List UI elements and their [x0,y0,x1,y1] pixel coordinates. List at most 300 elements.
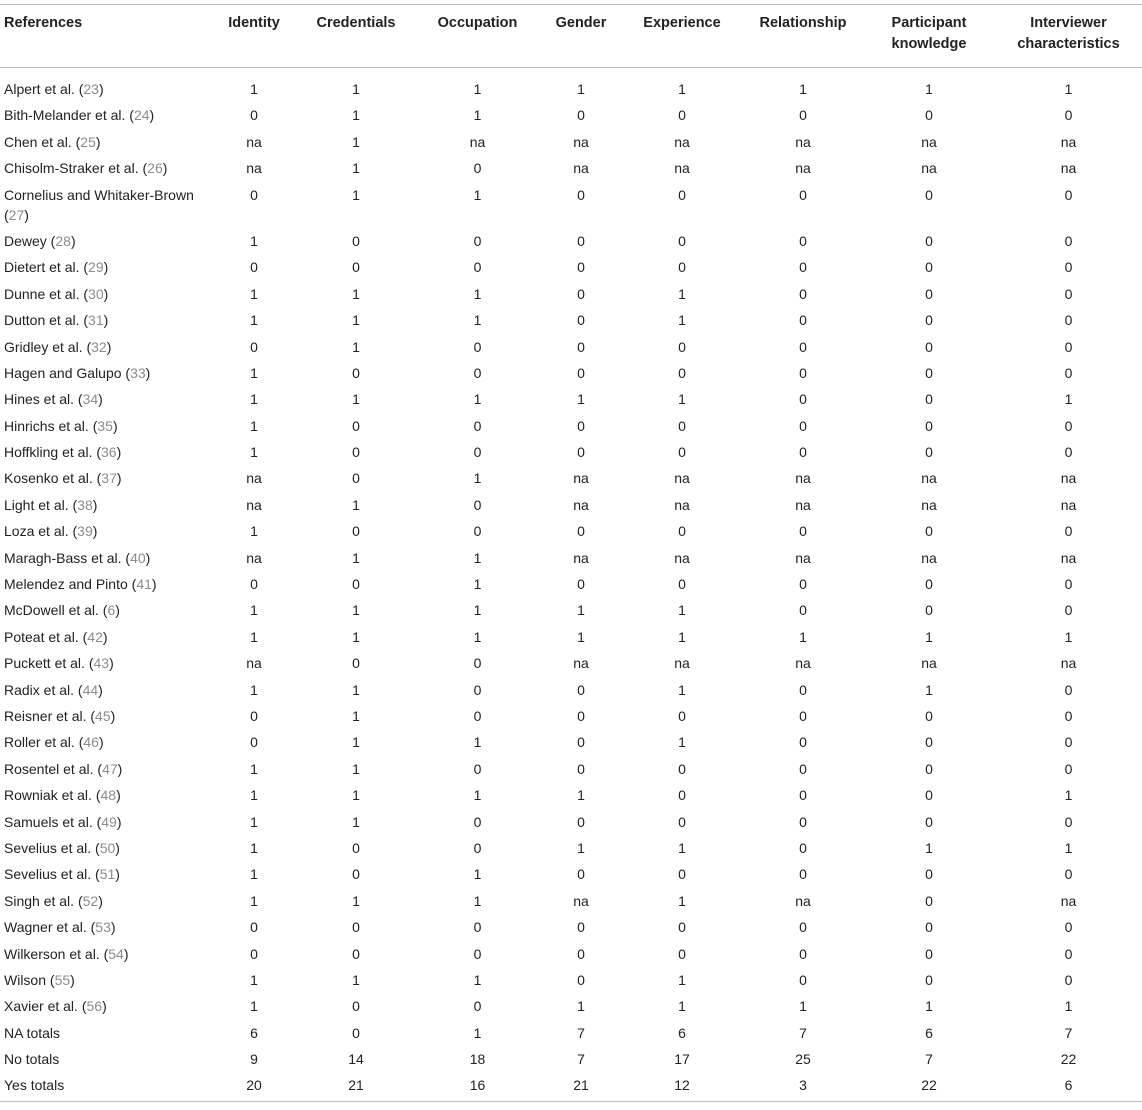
column-header-interviewer-characteristics: Interviewer characteristics [995,5,1142,68]
citation-link[interactable]: 50 [99,839,116,856]
reference-close-paren: ) [102,998,107,1015]
reference-name: Sevelius et al. ( [4,839,100,856]
reference-close-paren: ) [98,892,103,909]
reference-name: Radix et al. ( [4,681,83,698]
reference-close-paren: ) [116,813,122,830]
table-row [0,360,1142,386]
reference-cell [0,729,210,755]
value-cell-interviewer-characteristics: na [1060,892,1077,909]
value-cell-participant-knowledge: 22 [863,1072,995,1102]
value-cell-occupation: na [469,133,486,150]
value-cell-identity: 9 [250,1051,258,1068]
value-cell-relationship: na [795,470,811,487]
value-cell-interviewer-characteristics: na [1060,655,1077,672]
value-cell-occupation: 1 [473,391,482,408]
citation-link[interactable]: 38 [77,496,93,513]
reference-close-paren: ) [115,602,120,619]
value-cell-interviewer-characteristics: 0 [1064,919,1073,936]
value-cell-gender: 0 [577,338,585,355]
reference-name: No totals [4,1051,60,1068]
value-cell-relationship: 0 [799,312,807,329]
table-row [0,1046,1142,1072]
value-cell-gender: 0 [577,813,585,830]
value-cell-experience: 1 [678,839,686,856]
table-row [0,861,1142,887]
reference-close-paren: ) [98,681,103,698]
value-cell-occupation: 16 [414,1072,541,1102]
value-cell-relationship: na [795,160,811,177]
citation-link[interactable]: 54 [108,945,124,962]
value-cell-experience: 17 [674,1051,690,1068]
value-cell-credentials: 0 [352,839,360,856]
value-cell-credentials: 0 [352,866,360,883]
value-cell-occupation: 1 [473,81,482,97]
reference-name: Hinrichs et al. ( [4,417,98,434]
value-cell-credentials: 1 [352,496,360,513]
reference-close-paren: ) [116,470,122,487]
reference-close-paren: ) [70,232,76,249]
reference-close-paren: ) [116,444,122,461]
value-cell-experience: 0 [678,945,686,962]
value-cell-gender: 0 [577,866,585,883]
column-header-credentials: Credentials [298,5,414,68]
value-cell-relationship: 0 [799,186,807,203]
value-cell-occupation: 1 [473,312,482,329]
value-cell-relationship: 1 [799,628,807,645]
value-cell-occupation: 1 [473,602,482,619]
value-cell-credentials: 0 [352,576,360,593]
value-cell-interviewer-characteristics: 0 [1064,259,1073,276]
reference-name: Wagner et al. ( [4,919,96,936]
value-cell-gender: 1 [577,628,585,645]
reference-cell [0,281,210,307]
value-cell-interviewer-characteristics: 1 [1064,81,1073,97]
citation-link[interactable]: 43 [93,655,110,672]
value-cell-participant-knowledge: 0 [925,338,933,355]
value-cell-gender: 0 [577,919,585,936]
reference-name: Dietert et al. ( [4,259,89,276]
table-row [0,465,1142,491]
value-cell-interviewer-characteristics: 0 [1064,523,1073,540]
citation-link[interactable]: 32 [91,338,107,355]
reference-name: Dewey ( [4,232,56,249]
value-cell-experience: 6 [678,1024,686,1041]
citation-link[interactable]: 56 [86,998,103,1015]
value-cell-occupation: 1 [473,107,482,124]
reference-cell [0,650,210,676]
value-cell-experience: 0 [678,259,686,276]
table-row [0,545,1142,571]
value-cell-participant-knowledge: 1 [925,839,933,856]
citation-link[interactable]: 24 [133,107,150,124]
value-cell-identity: 1 [250,523,258,540]
value-cell-participant-knowledge: 0 [925,364,933,381]
citation-link[interactable]: 23 [83,81,99,97]
value-cell-experience: 0 [678,523,686,540]
value-cell-gender: 0 [577,417,585,434]
value-cell-identity: na [246,133,262,150]
value-cell-relationship: 0 [799,338,807,355]
table-row [0,835,1142,861]
table-row [0,129,1142,155]
value-cell-gender: na [573,470,589,487]
reference-cell [0,809,210,835]
value-cell-credentials: 0 [352,259,360,276]
reference-name: Cornelius and Whitaker-Brown ( [4,186,194,223]
value-cell-occupation: 0 [473,760,482,777]
citation-link[interactable]: 44 [82,681,99,698]
value-cell-occupation: 1 [473,1024,482,1041]
value-cell-identity: 0 [250,945,258,962]
value-cell-participant-knowledge: 0 [925,259,933,276]
reference-cell [0,703,210,729]
table-row [0,518,1142,544]
value-cell-relationship: 0 [799,707,807,724]
value-cell-identity: na [246,470,262,487]
reference-name: McDowell et al. ( [4,602,108,619]
value-cell-identity: 1 [250,998,258,1015]
value-cell-gender: 0 [577,945,585,962]
value-cell-relationship: 0 [799,523,807,540]
column-header-gender: Gender [541,5,621,68]
reference-close-paren: ) [24,206,29,223]
value-cell-occupation: 1 [473,576,482,593]
reference-close-paren: ) [117,760,123,777]
value-cell-occupation: 0 [473,655,482,672]
reference-cell [0,861,210,887]
reference-name: Rosentel et al. ( [4,760,103,777]
value-cell-identity: 0 [250,338,258,355]
column-header-relationship: Relationship [743,5,863,68]
value-cell-participant-knowledge: 0 [925,945,933,962]
table-row [0,334,1142,360]
citation-link[interactable]: 30 [88,285,104,302]
reference-cell [0,545,210,571]
value-cell-gender: 0 [577,523,585,540]
reference-cell [0,386,210,412]
reference-name: Gridley et al. ( [4,338,92,355]
table-row [0,914,1142,940]
reference-name: Reisner et al. ( [4,707,96,724]
value-cell-interviewer-characteristics: 0 [1064,312,1073,329]
value-cell-identity: 1 [250,971,258,988]
citation-link[interactable]: 55 [54,971,71,988]
value-cell-identity: 1 [250,866,258,883]
value-cell-occupation: 1 [473,892,482,909]
value-cell-relationship: 0 [799,813,807,830]
reference-name: Loza et al. ( [4,523,78,540]
value-cell-relationship: 0 [799,417,807,434]
reference-close-paren: ) [110,919,116,936]
value-cell-identity: 6 [250,1024,258,1041]
reference-close-paren: ) [149,107,155,124]
reference-name: Wilson ( [4,971,55,988]
value-cell-experience: na [674,133,690,150]
value-cell-experience: 0 [678,107,686,124]
reference-cell [0,756,210,782]
value-cell-identity: 20 [210,1072,298,1102]
citation-link[interactable]: 45 [95,707,111,724]
value-cell-relationship: 0 [799,232,807,249]
reference-cell [0,993,210,1019]
value-cell-participant-knowledge: 0 [925,602,933,619]
citation-link[interactable]: 26 [147,160,163,177]
value-cell-participant-knowledge: 0 [925,707,933,724]
value-cell-interviewer-characteristics: na [1060,496,1077,513]
citation-link[interactable]: 29 [88,259,104,276]
value-cell-interviewer-characteristics: 0 [1064,707,1073,724]
value-cell-credentials: 0 [352,417,360,434]
value-cell-participant-knowledge: 1 [925,681,933,698]
value-cell-gender: 7 [577,1051,585,1068]
value-cell-relationship: 0 [799,259,807,276]
value-cell-relationship: na [795,549,811,566]
value-cell-identity: 0 [250,919,258,936]
value-cell-relationship: 0 [799,576,807,593]
reference-name: Dunne et al. ( [4,285,89,302]
value-cell-gender: na [573,655,589,672]
value-cell-relationship: 1 [799,81,807,97]
value-cell-interviewer-characteristics: 0 [1064,364,1073,381]
reference-name: Kosenko et al. ( [4,470,102,487]
value-cell-identity: na [246,549,262,566]
reference-quality-table [0,4,1142,1102]
value-cell-credentials: 1 [352,186,360,203]
value-cell-experience: 1 [678,892,686,909]
table-row [0,756,1142,782]
value-cell-interviewer-characteristics: 0 [1064,285,1073,302]
value-cell-interviewer-characteristics: 0 [1064,602,1073,619]
value-cell-credentials: 1 [352,892,360,909]
value-cell-experience: 1 [678,391,686,408]
value-cell-gender: na [573,549,589,566]
table-row [0,650,1142,676]
value-cell-participant-knowledge: 0 [925,417,933,434]
citation-link[interactable]: 35 [97,417,113,434]
citation-link[interactable]: 31 [88,312,104,329]
reference-name: Sevelius et al. ( [4,866,100,883]
citation-link[interactable]: 40 [130,549,146,566]
value-cell-gender: 21 [541,1072,621,1102]
value-cell-participant-knowledge: 0 [925,576,933,593]
value-cell-participant-knowledge: 0 [925,232,933,249]
citation-link[interactable]: 33 [130,364,146,381]
value-cell-experience: 0 [678,576,686,593]
value-cell-gender: 0 [577,576,585,593]
value-cell-occupation: 1 [473,787,482,804]
reference-cell [0,155,210,181]
value-cell-participant-knowledge: 0 [925,186,933,203]
reference-close-paren: ) [92,523,98,540]
value-cell-relationship: 0 [799,760,807,777]
reference-name: Rowniak et al. ( [4,787,101,804]
value-cell-experience: na [674,160,690,177]
table-row [0,677,1142,703]
value-cell-gender: 0 [577,681,585,698]
value-cell-gender: 1 [577,787,585,804]
value-cell-interviewer-characteristics: 0 [1064,971,1073,988]
reference-cell [0,914,210,940]
reference-cell [0,68,210,103]
value-cell-interviewer-characteristics: 0 [1064,417,1073,434]
column-header-occupation: Occupation [414,5,541,68]
reference-name: Alpert et al. ( [4,81,84,97]
reference-name: Hagen and Galupo ( [4,364,131,381]
value-cell-credentials: 1 [352,787,360,804]
value-cell-participant-knowledge: na [921,133,937,150]
citation-link[interactable]: 28 [55,232,71,249]
value-cell-occupation: 0 [473,338,482,355]
value-cell-participant-knowledge: 0 [925,919,933,936]
column-header-identity: Identity [210,5,298,68]
value-cell-experience: 0 [678,919,686,936]
reference-name: Chen et al. ( [4,133,81,150]
citation-link[interactable]: 34 [82,391,99,408]
value-cell-experience: 0 [678,232,686,249]
value-cell-experience: 0 [678,787,686,804]
citation-link[interactable]: 46 [83,734,99,751]
reference-cell [0,967,210,993]
table-row [0,307,1142,333]
reference-name: Maragh-Bass et al. ( [4,549,131,566]
value-cell-identity: 1 [250,602,258,619]
value-cell-occupation: 1 [473,285,482,302]
value-cell-credentials: 1 [352,81,360,97]
table-row [0,993,1142,1019]
reference-name: Singh et al. ( [4,892,83,909]
citation-link[interactable]: 25 [80,133,96,150]
citation-link[interactable]: 52 [82,892,99,909]
value-cell-relationship: 0 [799,945,807,962]
citation-link[interactable]: 47 [102,760,118,777]
citation-link[interactable]: 39 [77,523,93,540]
value-cell-experience: 1 [678,81,686,97]
value-cell-credentials: 1 [352,133,360,150]
value-cell-interviewer-characteristics: 0 [1064,866,1073,883]
value-cell-identity: 1 [250,417,258,434]
value-cell-participant-knowledge: 0 [925,866,933,883]
table-row [0,571,1142,597]
value-cell-relationship: na [795,133,811,150]
citation-link[interactable]: 49 [101,813,117,830]
value-cell-relationship: 0 [799,602,807,619]
reference-close-paren: ) [115,839,120,856]
citation-link[interactable]: 42 [87,628,103,645]
value-cell-experience: na [674,496,690,513]
value-cell-identity: 1 [250,312,258,329]
value-cell-interviewer-characteristics: 1 [1064,839,1073,856]
value-cell-credentials: 1 [352,707,360,724]
reference-cell [0,102,210,128]
value-cell-identity: 1 [250,787,258,804]
reference-cell [0,677,210,703]
citation-link[interactable]: 53 [95,919,111,936]
citation-link[interactable]: 41 [136,576,152,593]
value-cell-experience: 0 [678,186,686,203]
value-cell-participant-knowledge: na [921,655,937,672]
table-row [0,782,1142,808]
value-cell-interviewer-characteristics: na [1060,470,1077,487]
value-cell-participant-knowledge: 0 [925,444,933,461]
value-cell-experience: 0 [678,866,686,883]
value-cell-experience: 1 [678,628,686,645]
value-cell-occupation: 0 [473,259,482,276]
value-cell-relationship: 0 [799,734,807,751]
value-cell-gender: 0 [577,734,585,751]
reference-close-paren: ) [115,866,120,883]
value-cell-interviewer-characteristics: 0 [1064,576,1073,593]
citation-link[interactable]: 51 [99,866,116,883]
value-cell-gender: 0 [577,971,585,988]
value-cell-identity: 1 [250,81,258,97]
value-cell-occupation: 0 [473,998,482,1015]
value-cell-gender: na [573,133,589,150]
value-cell-interviewer-characteristics: 1 [1064,787,1073,804]
table-row [0,597,1142,623]
value-cell-occupation: 0 [473,945,482,962]
table-row [0,254,1142,280]
reference-name: Melendez and Pinto ( [4,576,137,593]
value-cell-participant-knowledge: 0 [925,971,933,988]
value-cell-interviewer-characteristics: 1 [1064,628,1073,645]
value-cell-participant-knowledge: 1 [925,81,933,97]
reference-close-paren: ) [95,133,101,150]
reference-name: NA totals [4,1024,61,1041]
value-cell-identity: 1 [250,892,258,909]
value-cell-occupation: 0 [473,707,482,724]
value-cell-gender: 1 [577,391,585,408]
value-cell-experience: 1 [678,312,686,329]
value-cell-gender: 0 [577,444,585,461]
citation-link[interactable]: 27 [8,206,25,223]
reference-close-paren: ) [145,549,151,566]
value-cell-gender: 1 [577,81,585,97]
value-cell-experience: 1 [678,285,686,302]
reference-close-paren: ) [92,496,98,513]
value-cell-gender: 0 [577,232,585,249]
value-cell-gender: 0 [577,259,585,276]
reference-cell [0,888,210,914]
column-header-participant-knowledge: Participant knowledge [863,5,995,68]
value-cell-gender: 0 [577,285,585,302]
value-cell-credentials: 1 [352,971,360,988]
value-cell-occupation: 0 [473,444,482,461]
value-cell-relationship: 0 [799,971,807,988]
value-cell-identity: 1 [250,760,258,777]
value-cell-interviewer-characteristics: 1 [1064,998,1073,1015]
value-cell-relationship: 7 [799,1024,807,1041]
value-cell-interviewer-characteristics: 22 [1060,1051,1077,1068]
reference-close-paren: ) [103,312,109,329]
table-row [0,888,1142,914]
value-cell-relationship: 0 [799,444,807,461]
value-cell-relationship: 0 [799,285,807,302]
citation-link[interactable]: 37 [101,470,117,487]
citation-link[interactable]: 6 [107,602,116,619]
value-cell-credentials: 1 [352,107,360,124]
value-cell-gender: 1 [577,998,585,1015]
citation-link[interactable]: 48 [100,787,117,804]
value-cell-occupation: 1 [473,971,482,988]
value-cell-interviewer-characteristics: 0 [1064,232,1073,249]
table-header [0,5,1142,68]
citation-link[interactable]: 36 [101,444,117,461]
value-cell-participant-knowledge: 0 [925,285,933,302]
value-cell-credentials: 1 [352,549,360,566]
value-cell-relationship: 0 [799,919,807,936]
reference-cell [0,624,210,650]
value-cell-identity: 0 [250,707,258,724]
